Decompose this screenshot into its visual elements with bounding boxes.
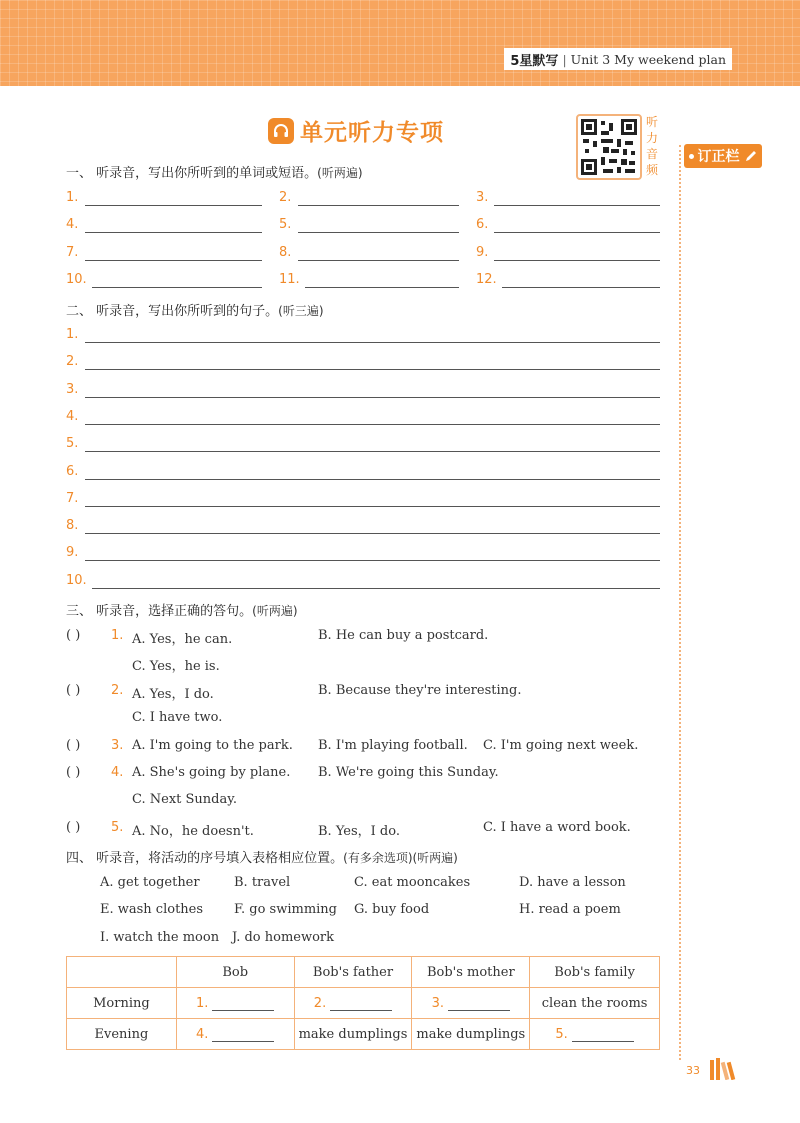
activity-option: H. read a poem xyxy=(519,902,621,917)
answer-blank[interactable] xyxy=(494,205,660,206)
option-b: B. Because they're interesting. xyxy=(318,683,522,698)
answer-line[interactable] xyxy=(85,342,660,343)
answer-line[interactable] xyxy=(85,506,660,507)
given-cell: make dumplings xyxy=(412,1019,530,1050)
item-number: 11. xyxy=(279,272,300,287)
option-c: C. Next Sunday. xyxy=(132,792,237,807)
correction-column-header xyxy=(684,144,762,168)
question-number: 5. xyxy=(111,820,124,835)
activity-option: J. do homework xyxy=(232,930,335,945)
table-header-row xyxy=(67,957,660,988)
answer-blank[interactable] xyxy=(448,999,510,1011)
question-number: 4. xyxy=(111,765,124,780)
question-number: 2. xyxy=(111,683,124,698)
item-number: 4. xyxy=(66,408,79,424)
title-text: 单元听力专项 xyxy=(300,120,444,146)
item-number: 8. xyxy=(66,518,79,534)
option-b: B. I'm playing football. xyxy=(318,738,468,753)
pencil-icon xyxy=(744,149,758,163)
activity-option: E. wash clothes xyxy=(100,902,204,917)
activity-table xyxy=(66,956,660,1050)
section-4-title: 四、 听录音，将活动的序号填入表格相应位置。 xyxy=(66,851,344,866)
item-number: 1. xyxy=(66,190,79,205)
answer-bracket[interactable]: ( ) xyxy=(66,738,81,753)
answer-blank[interactable] xyxy=(494,232,660,233)
answer-blank[interactable] xyxy=(85,205,262,206)
answer-bracket[interactable]: ( ) xyxy=(66,820,81,835)
item-number: 4. xyxy=(66,217,79,232)
item-number: 3. xyxy=(476,190,489,205)
section-4-heading xyxy=(66,847,458,866)
table-header-cell: Bob xyxy=(176,957,294,988)
table-row xyxy=(67,1019,660,1050)
brand-label: 5星默写 xyxy=(510,53,559,69)
cell-number: 5. xyxy=(555,1026,568,1042)
section-1-note: (听两遍) xyxy=(317,166,363,180)
activity-option: A. get together xyxy=(100,875,200,890)
section-3-note: (听两遍) xyxy=(252,604,298,618)
section-1-heading xyxy=(66,162,363,181)
answer-cell[interactable] xyxy=(412,988,530,1019)
option-c: C. I have a word book. xyxy=(483,820,631,835)
answer-line[interactable] xyxy=(85,397,660,398)
correction-column-divider xyxy=(679,145,681,1060)
cell-number: 3. xyxy=(431,995,445,1011)
answer-blank[interactable] xyxy=(92,287,262,288)
table-header-cell: Bob's father xyxy=(294,957,412,988)
item-number: 3. xyxy=(66,381,79,397)
audio-qr-label: 听力音频 xyxy=(645,115,658,177)
page-number: 33 xyxy=(686,1064,700,1077)
section-3-title: 三、 听录音，选择正确的答句。 xyxy=(66,604,253,619)
answer-blank[interactable] xyxy=(212,999,274,1011)
item-number: 1. xyxy=(66,327,79,342)
item-number: 9. xyxy=(66,545,79,561)
header-separator: | xyxy=(562,51,567,67)
item-number: 7. xyxy=(66,490,79,506)
answer-blank[interactable] xyxy=(85,232,262,233)
answer-blank[interactable] xyxy=(572,1030,634,1042)
answer-blank[interactable] xyxy=(502,287,660,288)
activity-option: I. watch the moon xyxy=(100,930,220,945)
answer-cell[interactable] xyxy=(530,1019,660,1050)
item-number: 2. xyxy=(66,354,79,370)
option-a: A. Yes，I do. xyxy=(132,687,214,702)
unit-tag xyxy=(504,48,732,70)
cell-number: 1. xyxy=(195,995,209,1011)
question-number: 3. xyxy=(111,738,124,753)
section-2-note: (听三遍) xyxy=(278,304,324,318)
answer-line[interactable] xyxy=(85,560,660,561)
item-number: 6. xyxy=(66,463,79,479)
answer-blank[interactable] xyxy=(298,232,459,233)
answer-blank[interactable] xyxy=(212,1030,274,1042)
books-icon xyxy=(710,1058,736,1080)
question-number: 1. xyxy=(111,628,124,643)
item-number: 10. xyxy=(66,572,87,588)
qr-code[interactable] xyxy=(576,114,642,180)
section-3-heading xyxy=(66,600,298,619)
answer-line[interactable] xyxy=(85,533,660,534)
answer-blank[interactable] xyxy=(85,260,262,261)
answer-line[interactable] xyxy=(85,369,660,370)
item-number: 12. xyxy=(476,272,497,287)
answer-bracket[interactable]: ( ) xyxy=(66,683,81,698)
section-2-title: 二、 听录音，写出你所听到的句子。 xyxy=(66,304,279,319)
answer-line[interactable] xyxy=(85,451,660,452)
option-c: C. I have two. xyxy=(132,710,223,725)
answer-bracket[interactable]: ( ) xyxy=(66,628,81,643)
answer-line[interactable] xyxy=(92,588,660,589)
headphones-icon xyxy=(268,118,294,144)
table-header-cell xyxy=(67,957,177,988)
row-label: Evening xyxy=(67,1019,177,1050)
answer-blank[interactable] xyxy=(305,287,459,288)
answer-blank[interactable] xyxy=(298,260,459,261)
answer-blank[interactable] xyxy=(494,260,660,261)
option-a: A. She's going by plane. xyxy=(132,765,291,780)
cell-number: 2. xyxy=(313,995,327,1011)
correction-label: 订正栏 xyxy=(697,149,740,165)
activity-option: G. buy food xyxy=(354,902,430,917)
item-number: 7. xyxy=(66,245,79,260)
answer-cell[interactable] xyxy=(176,988,294,1019)
table-header-cell: Bob's family xyxy=(530,957,660,988)
item-number: 10. xyxy=(66,272,87,287)
cell-number: 4. xyxy=(195,1026,209,1042)
table-row xyxy=(67,988,660,1019)
option-a: A. Yes，he can. xyxy=(132,632,233,647)
answer-line[interactable] xyxy=(85,479,660,480)
option-c: C. I'm going next week. xyxy=(483,738,639,753)
option-b: B. Yes，I do. xyxy=(318,824,400,839)
item-number: 6. xyxy=(476,217,489,232)
activity-option: C. eat mooncakes xyxy=(354,875,471,890)
activity-option: D. have a lesson xyxy=(519,875,626,890)
top-banner xyxy=(0,0,800,86)
item-number: 8. xyxy=(279,245,292,260)
item-number: 5. xyxy=(279,217,292,232)
answer-blank[interactable] xyxy=(298,205,459,206)
section-4-note: (有多余选项)(听两遍) xyxy=(343,851,458,865)
unit-title: Unit 3 My weekend plan xyxy=(570,51,726,67)
table-header-cell: Bob's mother xyxy=(412,957,530,988)
answer-bracket[interactable]: ( ) xyxy=(66,765,81,780)
activity-option: B. travel xyxy=(234,875,291,890)
option-b: B. We're going this Sunday. xyxy=(318,765,499,780)
answer-blank[interactable] xyxy=(330,999,392,1011)
bullet-icon xyxy=(689,154,694,159)
section-2-heading xyxy=(66,300,324,319)
page-title xyxy=(268,114,444,147)
answer-cell[interactable] xyxy=(294,988,412,1019)
given-cell: make dumplings xyxy=(294,1019,412,1050)
option-a: A. No，he doesn't. xyxy=(132,824,254,839)
item-number: 2. xyxy=(279,190,292,205)
activity-option: F. go swimming xyxy=(234,902,338,917)
given-cell: clean the rooms xyxy=(530,988,660,1019)
option-a: A. I'm going to the park. xyxy=(132,738,293,753)
answer-cell[interactable] xyxy=(176,1019,294,1050)
row-label: Morning xyxy=(67,988,177,1019)
option-c: C. Yes，he is. xyxy=(132,659,220,674)
item-number: 5. xyxy=(66,436,79,452)
item-number: 9. xyxy=(476,245,489,260)
option-b: B. He can buy a postcard. xyxy=(318,628,489,643)
section-1-title: 一、 听录音，写出你所听到的单词或短语。 xyxy=(66,166,318,181)
answer-line[interactable] xyxy=(85,424,660,425)
